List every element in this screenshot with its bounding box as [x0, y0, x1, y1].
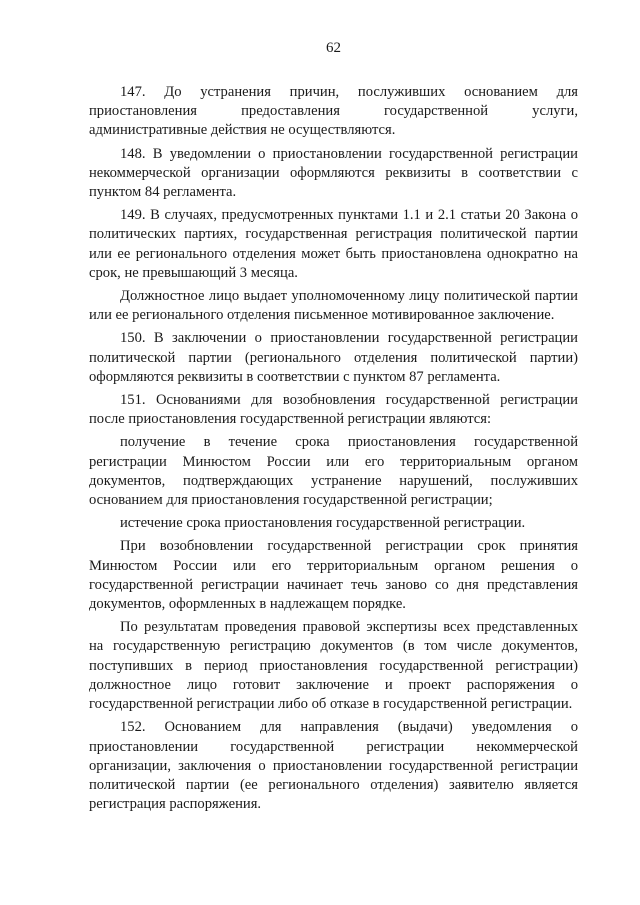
page-number: 62	[326, 40, 341, 56]
paragraph-151-item-expiry: истечение срока приостановления государственной регистрации.	[120, 515, 526, 532]
paragraph-expertise: По результатам проведения правовой экспертизы всех представленных на государственную регистрацию документов (в том числе документов, поступивших в период приостановления государственной регистрации) должностное лицо готовит заключение и проект распоряжения о государственной регистрации либо об отказе в государственной регистрации.	[89, 619, 578, 713]
paragraph-151-item-receipt: получение в течение срока приостановления государственной регистрации Минюстом России или его территориальным органом документов, подтверждающих устранение нарушений, послуживших основанием для приостановления государственной регистрации;	[89, 434, 578, 509]
paragraph-151: 151. Основаниями для возобновления государственной регистрации после приостановления государственной регистрации являются:	[89, 392, 578, 428]
paragraph-149: 149. В случаях, предусмотренных пунктами 1.1 и 2.1 статьи 20 Закона о политических партиях, государственная регистрация политической партии или ее регионального отделения может быть приостановлена однократно на срок, не превышающий 3 месяца.	[89, 207, 578, 281]
paragraph-resumption: При возобновлении государственной регистрации срок принятия Минюстом России или его территориальным органом решения о государственной регистрации начинает течь заново со дня представления документов, оформленных в надлежащем порядке.	[89, 538, 578, 613]
paragraph-152: 152. Основанием для направления (выдачи) уведомления о приостановлении государственной регистрации некоммерческой организации, заключения о приостановлении государственной регистрации политической партии (ее регионального отделения) заявителю является регистрация распоряжения.	[89, 719, 578, 813]
paragraph-149-official: Должностное лицо выдает уполномоченному лицу политической партии или ее регионального отделения письменное мотивированное заключение.	[89, 288, 578, 324]
paragraph-150: 150. В заключении о приостановлении государственной регистрации политической партии (регионального отделения политической партии) оформляются реквизиты в соответствии с пунктом 87 регламента.	[89, 330, 578, 385]
paragraph-147: 147. До устранения причин, послуживших основанием для приостановления предоставления государственной услуги, административные действия не осуществляются.	[89, 84, 578, 139]
paragraph-148: 148. В уведомлении о приостановлении государственной регистрации некоммерческой организации оформляются реквизиты в соответствии с пунктом 84 регламента.	[89, 145, 578, 201]
